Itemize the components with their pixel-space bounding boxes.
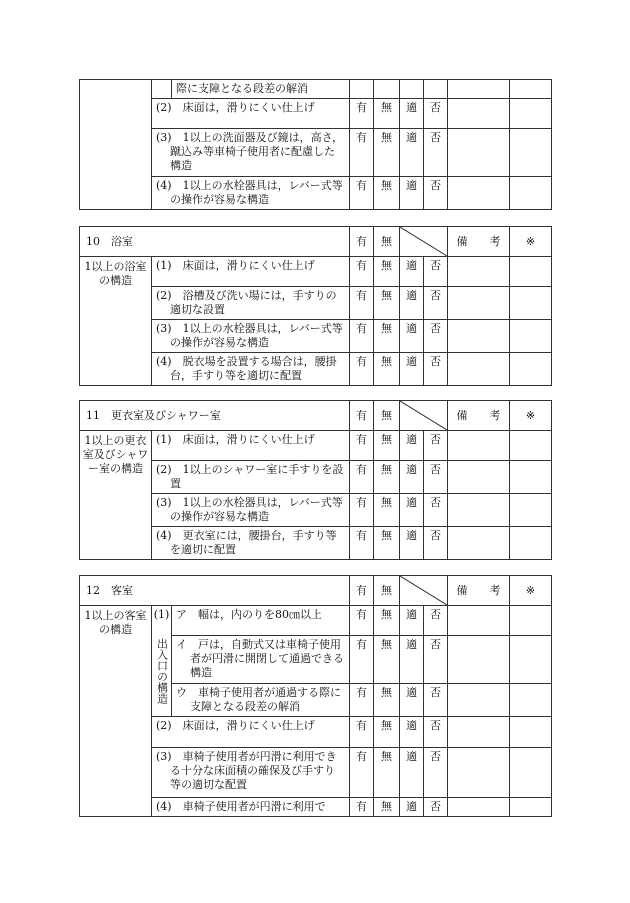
- mark-cell: [510, 717, 552, 748]
- mark-cell: [510, 99, 552, 129]
- answer-teki: 適: [400, 798, 424, 817]
- answer-hi: 否: [424, 494, 448, 527]
- item-text: (3) 車椅子使用者が円滑に利用できる十分な床面積の確保及び手すり等の適切な配置: [152, 748, 350, 798]
- answer-nashi: 無: [374, 748, 400, 798]
- answer-ari: 有: [350, 129, 374, 177]
- subgroup-number: (1): [153, 608, 170, 621]
- table-section-10: [79, 226, 552, 386]
- mark-cell: [510, 320, 552, 353]
- remark-cell: [448, 798, 510, 817]
- table-section-11: [79, 400, 552, 560]
- mark-cell: [510, 461, 552, 494]
- answer-hi: 否: [424, 684, 448, 717]
- mark-cell: [510, 257, 552, 287]
- answer-ari: 有: [350, 431, 374, 461]
- table-section-12: [79, 575, 552, 817]
- answer-teki: 適: [400, 494, 424, 527]
- header-ari: 有: [350, 401, 374, 431]
- answer-ari: 有: [350, 606, 374, 636]
- header-nashi: 無: [374, 401, 400, 431]
- item-text: (1) 床面は，滑りにくい仕上げ: [152, 257, 350, 287]
- header-nashi: 無: [374, 227, 400, 257]
- answer-teki: 適: [400, 606, 424, 636]
- group-label: 1以上の客室の構造: [80, 606, 152, 817]
- table-section-9: [79, 79, 552, 210]
- diagonal-cell: [400, 401, 448, 431]
- group-cell: [80, 80, 152, 210]
- mark-cell: [510, 287, 552, 320]
- answer-ari: 有: [350, 527, 374, 560]
- remark-cell: [448, 684, 510, 717]
- section-title: 10 浴室: [80, 227, 350, 257]
- item-text: (4) 車椅子使用者が円滑に利用で: [152, 798, 350, 817]
- item-text: (2) 浴槽及び洗い場には，手すりの適切な設置: [152, 287, 350, 320]
- header-mark: ※: [510, 576, 552, 606]
- answer-nashi: 無: [374, 177, 400, 210]
- answer-nashi: 無: [374, 287, 400, 320]
- answer-teki: 適: [400, 431, 424, 461]
- answer-ari: 有: [350, 257, 374, 287]
- item-text: (4) 脱衣場を設置する場合は，腰掛台，手すり等を適切に配置: [152, 353, 350, 386]
- answer-nashi: 無: [374, 257, 400, 287]
- mark-cell: [510, 129, 552, 177]
- item-text: 際に支障となる段差の解消: [172, 80, 350, 99]
- answer-nashi: 無: [374, 717, 400, 748]
- mark-cell: [510, 527, 552, 560]
- mark-cell: [510, 431, 552, 461]
- header-ari: 有: [350, 227, 374, 257]
- remark-cell: [448, 177, 510, 210]
- mark-cell: [510, 636, 552, 684]
- diagonal-cell: [400, 227, 448, 257]
- header-mark: ※: [510, 227, 552, 257]
- answer-teki: 適: [400, 636, 424, 684]
- answer-nashi: 無: [374, 494, 400, 527]
- group-label: 1以上の更衣室及びシャワー室の構造: [80, 431, 152, 560]
- answer-nashi: 無: [374, 527, 400, 560]
- answer-ari: 有: [350, 287, 374, 320]
- subgroup-label: 出入口の構造: [155, 638, 169, 704]
- remark-cell: [448, 717, 510, 748]
- answer-hi: 否: [424, 320, 448, 353]
- answer-teki: 適: [400, 748, 424, 798]
- header-remark: 備 考: [448, 401, 510, 431]
- answer-ari: 有: [350, 636, 374, 684]
- answer-nashi: 無: [374, 636, 400, 684]
- mark-cell: [510, 494, 552, 527]
- mark-cell: [510, 684, 552, 717]
- answer-ari: 有: [350, 461, 374, 494]
- answer-ari: 有: [350, 177, 374, 210]
- answer-teki: 適: [400, 461, 424, 494]
- diagonal-cell: [400, 576, 448, 606]
- header-remark: 備 考: [448, 576, 510, 606]
- indent-cell: [152, 80, 172, 99]
- answer-nashi: 無: [374, 99, 400, 129]
- answer-hi: 否: [424, 748, 448, 798]
- header-ari: 有: [350, 576, 374, 606]
- entrance-subgroup: [152, 606, 172, 717]
- answer-ari: 有: [350, 320, 374, 353]
- answer-teki: 適: [400, 257, 424, 287]
- mark-cell: [510, 177, 552, 210]
- section-title: 12 客室: [80, 576, 350, 606]
- answer-ari: 有: [350, 684, 374, 717]
- answer-hi: 否: [424, 431, 448, 461]
- item-text: イ 戸は，自動式又は車椅子使用者が円滑に開閉して通過できる構造: [172, 636, 350, 684]
- remark-cell: [448, 461, 510, 494]
- answer-teki: 適: [400, 177, 424, 210]
- item-text: (3) 1以上の洗面器及び鏡は，高さ，蹴込み等車椅子使用者に配慮した構造: [152, 129, 350, 177]
- item-text: (2) 床面は，滑りにくい仕上げ: [152, 99, 350, 129]
- answer-nashi: 無: [374, 129, 400, 177]
- answer-nashi: 無: [374, 353, 400, 386]
- answer-teki: 適: [400, 287, 424, 320]
- answer-teki: 適: [400, 99, 424, 129]
- remark-cell: [448, 287, 510, 320]
- answer-hi: 否: [424, 353, 448, 386]
- group-label: 1以上の浴室の構造: [80, 257, 152, 386]
- remark-cell: [448, 99, 510, 129]
- header-remark: 備 考: [448, 227, 510, 257]
- answer-ari: 有: [350, 748, 374, 798]
- answer-nashi: 無: [374, 606, 400, 636]
- remark-cell: [448, 527, 510, 560]
- item-text: ウ 車椅子使用者が通過する際に支障となる段差の解消: [172, 684, 350, 717]
- mark-cell: [510, 353, 552, 386]
- answer-ari: 有: [350, 494, 374, 527]
- answer-hi: 否: [424, 177, 448, 210]
- answer-nashi: 無: [374, 320, 400, 353]
- answer-hi: 否: [424, 99, 448, 129]
- answer-ari: 有: [350, 717, 374, 748]
- answer-teki: 適: [400, 684, 424, 717]
- answer-nashi: 無: [374, 798, 400, 817]
- answer-hi: 否: [424, 606, 448, 636]
- answer-hi: 否: [424, 717, 448, 748]
- answer-ari: 有: [350, 798, 374, 817]
- remark-cell: [448, 606, 510, 636]
- remark-cell: [448, 748, 510, 798]
- item-text: (4) 1以上の水栓器具は，レバー式等の操作が容易な構造: [152, 177, 350, 210]
- remark-cell: [448, 129, 510, 177]
- remark-cell: [448, 320, 510, 353]
- mark-cell: [510, 748, 552, 798]
- remark-cell: [448, 257, 510, 287]
- answer-teki: 適: [400, 527, 424, 560]
- item-text: (2) 1以上のシャワー室に手すりを設置: [152, 461, 350, 494]
- header-mark: ※: [510, 401, 552, 431]
- answer-teki: 適: [400, 353, 424, 386]
- answer-teki: 適: [400, 320, 424, 353]
- answer-nashi: 無: [374, 684, 400, 717]
- answer-hi: 否: [424, 527, 448, 560]
- answer-teki: 適: [400, 717, 424, 748]
- answer-hi: 否: [424, 287, 448, 320]
- item-text: ア 幅は，内のりを80㎝以上: [172, 606, 350, 636]
- answer-teki: 適: [400, 129, 424, 177]
- answer-nashi: 無: [374, 461, 400, 494]
- remark-cell: [448, 636, 510, 684]
- answer-hi: 否: [424, 636, 448, 684]
- answer-ari: 有: [350, 99, 374, 129]
- answer-hi: 否: [424, 129, 448, 177]
- remark-cell: [448, 431, 510, 461]
- answer-nashi: 無: [374, 431, 400, 461]
- mark-cell: [510, 798, 552, 817]
- section-title: 11 更衣室及びシャワー室: [80, 401, 350, 431]
- remark-cell: [448, 494, 510, 527]
- item-text: (2) 床面は，滑りにくい仕上げ: [152, 717, 350, 748]
- answer-hi: 否: [424, 257, 448, 287]
- answer-ari: 有: [350, 353, 374, 386]
- answer-hi: 否: [424, 798, 448, 817]
- item-text: (3) 1以上の水栓器具は，レバー式等の操作が容易な構造: [152, 494, 350, 527]
- item-text: (3) 1以上の水栓器具は，レバー式等の操作が容易な構造: [152, 320, 350, 353]
- remark-cell: [448, 353, 510, 386]
- item-text: (4) 更衣室には，腰掛台，手すり等を適切に配置: [152, 527, 350, 560]
- answer-hi: 否: [424, 461, 448, 494]
- header-nashi: 無: [374, 576, 400, 606]
- item-text: (1) 床面は，滑りにくい仕上げ: [152, 431, 350, 461]
- mark-cell: [510, 606, 552, 636]
